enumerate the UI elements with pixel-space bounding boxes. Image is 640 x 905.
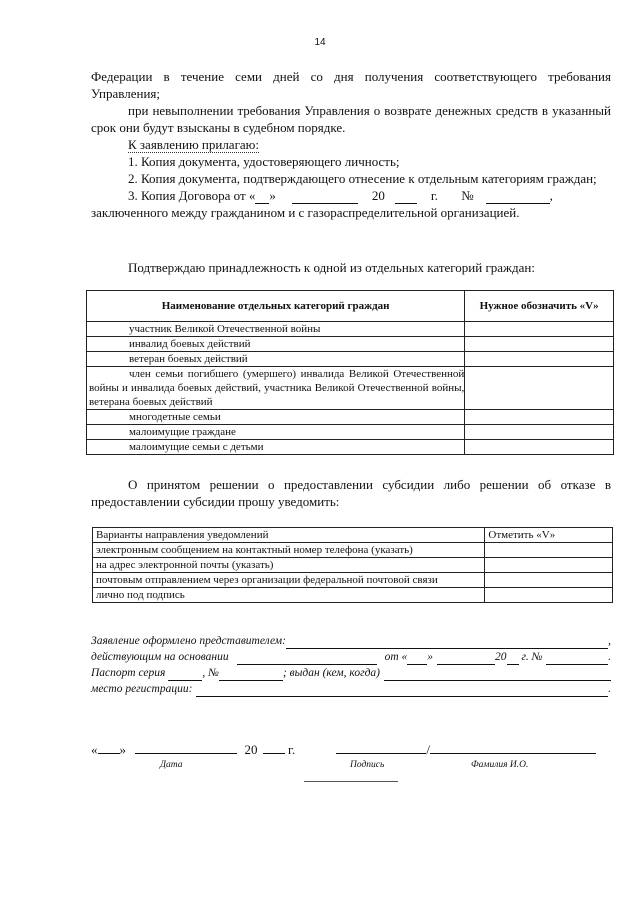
passport-series-field[interactable] (168, 668, 202, 681)
category-mark-cell[interactable] (465, 352, 614, 367)
category-mark-cell[interactable] (465, 337, 614, 352)
attachments-intro-text: К заявлению прилагаю: (128, 137, 260, 152)
attachment-item-3-continuation: заключенного между гражданином и с газораспределительной организацией. (91, 205, 520, 220)
basis-number-field[interactable] (546, 652, 608, 665)
item3-text-b: » (269, 188, 276, 203)
passport-number-label: , № (202, 667, 219, 679)
top-text-block (91, 68, 611, 221)
contract-day-field[interactable] (255, 191, 269, 204)
category-mark-cell[interactable] (465, 440, 614, 455)
confirm-statement-block (91, 259, 611, 276)
notification-row (93, 558, 613, 573)
notification-table-header (93, 528, 613, 543)
item3-year-prefix: 20 (371, 188, 385, 203)
categories-table-header (87, 291, 614, 322)
category-name: инвалид боевых действий (87, 337, 465, 352)
representative-block (91, 633, 611, 697)
sign-year-prefix: 20 (244, 742, 258, 757)
registration-label: место регистрации: (91, 683, 193, 695)
signature-slash: / (426, 742, 430, 757)
notification-mark-cell[interactable] (485, 573, 613, 588)
category-row (87, 440, 614, 455)
notify-statement-block (91, 476, 611, 510)
category-name: участник Великой Отечественной войны (87, 322, 465, 337)
notification-mark-cell[interactable] (485, 558, 613, 573)
representative-label: Заявление оформлено представителем: (91, 635, 286, 647)
passport-issued-field[interactable] (384, 668, 611, 681)
item3-comma: , (549, 188, 553, 203)
item3-text-a: 3. Копия Договора от « (128, 188, 256, 203)
sign-year-suffix: г. (288, 742, 296, 757)
date-caption: Дата (160, 760, 183, 770)
contract-month-field[interactable] (292, 191, 358, 204)
item3-number-label: г. № (430, 188, 474, 203)
categories-table (86, 290, 614, 455)
sign-month-field[interactable] (135, 741, 237, 754)
sign-day-field[interactable] (98, 741, 120, 754)
passport-number-field[interactable] (219, 668, 283, 681)
representative-l2-end: . (608, 651, 611, 663)
sign-year-field[interactable] (263, 741, 285, 754)
category-name: ветеран боевых действий (87, 352, 465, 367)
notify-statement: О принятом решении о предоставлении субсидии либо решении об отказе в предоставлении субсидии прошу уведомить: (91, 477, 611, 509)
category-name: член семьи погибшего (умершего) инвалида Великой Отечественной войны и инвалида боевых действий, участника Великой Отечественной войны, ветерана боевых действий (87, 367, 465, 410)
categories-header-name: Наименование отдельных категорий граждан (87, 291, 465, 322)
contract-number-field[interactable] (486, 191, 550, 204)
notification-row (93, 588, 613, 603)
basis-month-field[interactable] (437, 652, 495, 665)
signature-caption: Подпись (350, 760, 385, 770)
basis-date-label: от « (384, 651, 408, 663)
representative-l4-end: . (608, 683, 611, 695)
attachment-item-3 (91, 187, 611, 204)
category-name: многодетные семьи (87, 410, 465, 425)
basis-document-field[interactable] (237, 652, 377, 665)
signature-line (91, 741, 596, 758)
notification-mark-cell[interactable] (485, 588, 613, 603)
representative-l1-end: , (608, 635, 611, 647)
representative-line-2 (91, 649, 611, 665)
category-name: малоимущие семьи с детьми (87, 440, 465, 455)
notification-option: лично под подпись (93, 588, 485, 603)
paragraph-refund-clause: при невыполнении требования Управления о возврате денежных средств в указанный срок они будут взысканы в судебном порядке. (91, 103, 611, 135)
category-mark-cell[interactable] (465, 425, 614, 440)
category-row (87, 352, 614, 367)
attachment-item-1: 1. Копия документа, удостоверяющего личность; (128, 154, 400, 169)
representative-name-field[interactable] (286, 636, 608, 649)
date-open-quote: « (91, 742, 98, 757)
representative-line-4 (91, 681, 611, 697)
signature-field[interactable] (336, 741, 426, 754)
date-close-quote: » (119, 742, 126, 757)
passport-issued-label: ; выдан (кем, когда) (282, 667, 380, 679)
paragraph-continuation: Федерации в течение семи дней со дня получения соответствующего требования Управления; (91, 69, 611, 101)
basis-label: действующим на основании (91, 651, 229, 663)
notification-row (93, 543, 613, 558)
representative-line-3 (91, 665, 611, 681)
basis-day-field[interactable] (407, 652, 427, 665)
notification-header-name: Варианты направления уведомлений (93, 528, 485, 543)
confirm-statement: Подтверждаю принадлежность к одной из отдельных категорий граждан: (128, 260, 535, 275)
full-name-caption: Фамилия И.О. (471, 760, 529, 770)
category-name: малоимущие граждане (87, 425, 465, 440)
notification-row (93, 573, 613, 588)
basis-year-field[interactable] (507, 652, 519, 665)
registration-field[interactable] (196, 684, 608, 697)
notification-table (92, 527, 613, 603)
notification-header-mark: Отметить «V» (485, 528, 613, 543)
notification-option: почтовым отправлением через организации федеральной почтовой связи (93, 573, 485, 588)
representative-line-1 (91, 633, 611, 649)
category-row (87, 367, 614, 410)
notification-mark-cell[interactable] (485, 543, 613, 558)
attachment-item-2: 2. Копия документа, подтверждающего отнесение к отдельным категориям граждан; (128, 171, 597, 186)
full-name-field[interactable] (430, 741, 596, 754)
page-number: 14 (314, 37, 326, 48)
category-mark-cell[interactable] (465, 367, 614, 410)
attachments-intro (91, 136, 611, 153)
basis-close-quote: » (427, 651, 434, 663)
category-row (87, 425, 614, 440)
category-row (87, 337, 614, 352)
category-row (87, 410, 614, 425)
notification-option: электронным сообщением на контактный номер телефона (указать) (93, 543, 485, 558)
category-mark-cell[interactable] (465, 322, 614, 337)
basis-year-prefix: 20 (495, 651, 507, 663)
categories-header-mark: Нужное обозначить «V» (465, 291, 614, 322)
passport-series-label: Паспорт серия (91, 667, 166, 679)
category-mark-cell[interactable] (465, 410, 614, 425)
basis-number-label: г. № (521, 651, 543, 663)
category-row (87, 322, 614, 337)
notification-option: на адрес электронной почты (указать) (93, 558, 485, 573)
contract-year-field[interactable] (395, 191, 417, 204)
bottom-divider (304, 781, 398, 782)
